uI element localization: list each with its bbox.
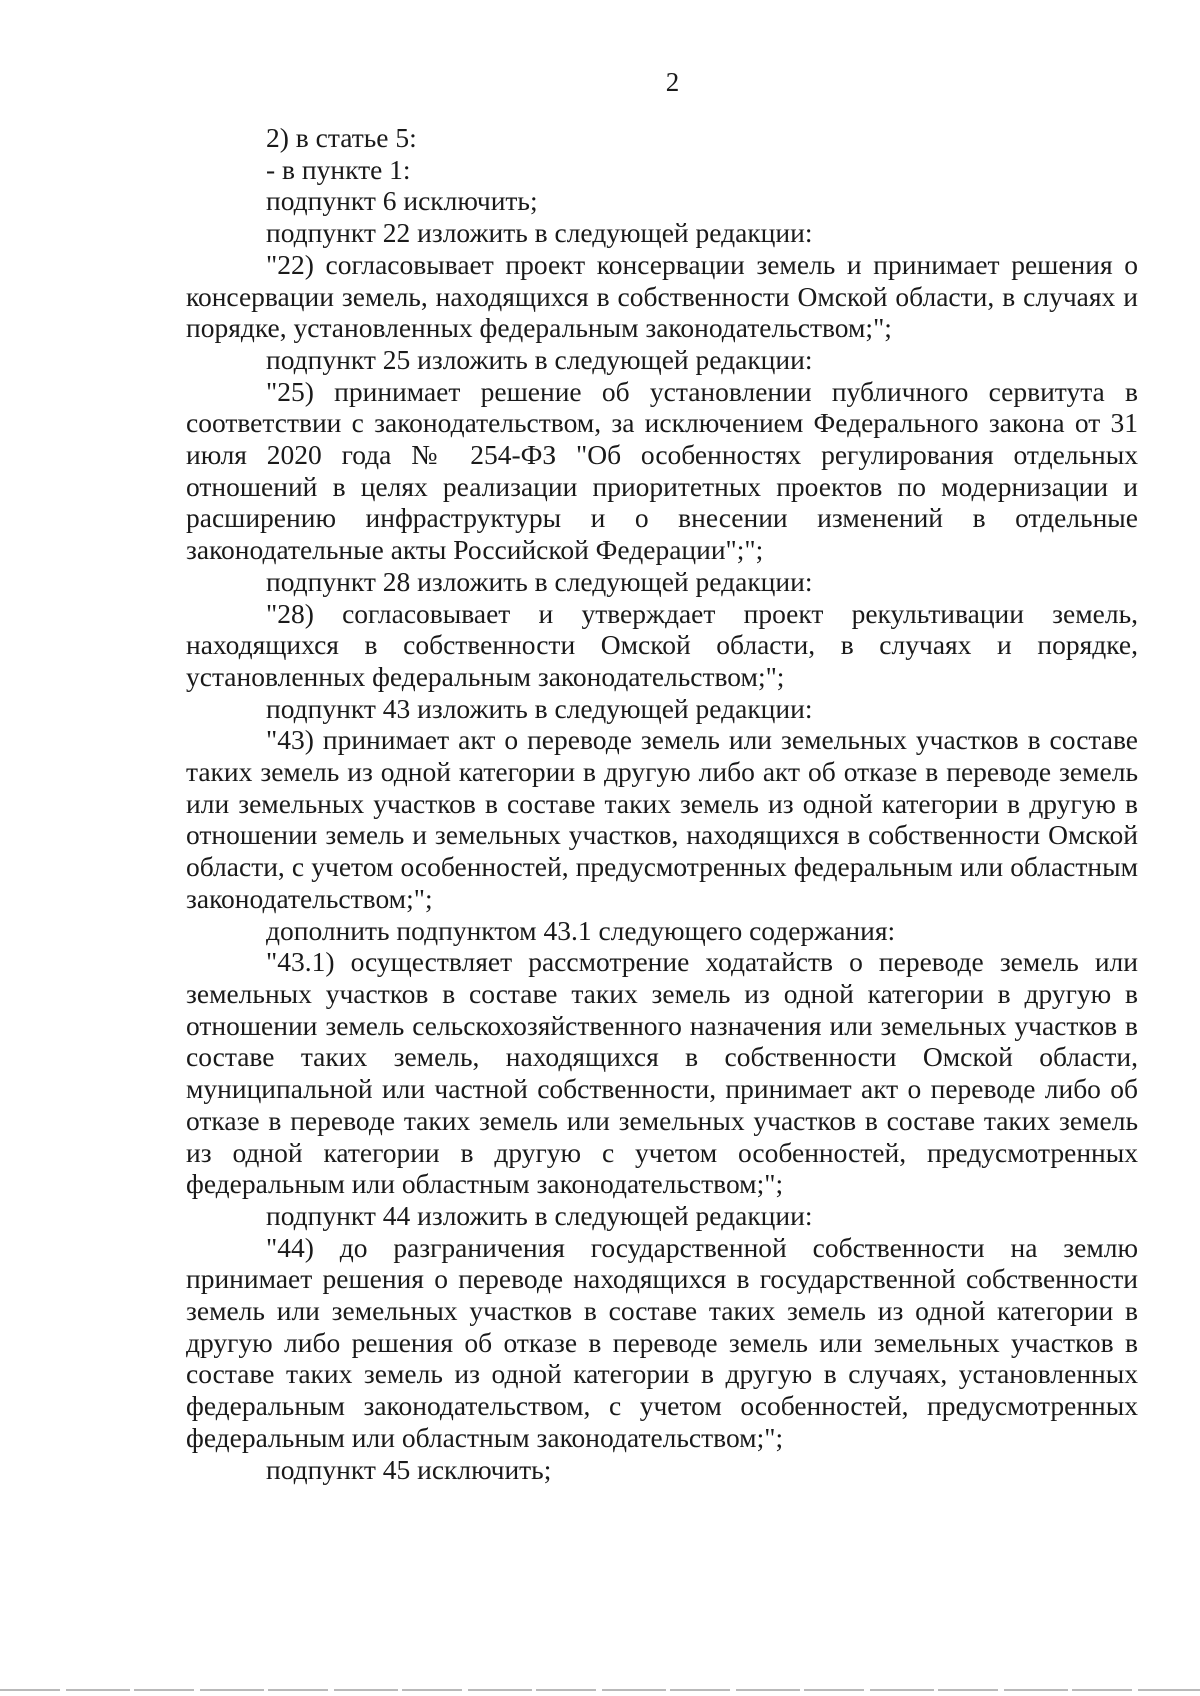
paragraph-subpoint-45-delete: подпункт 45 исключить; [266, 1453, 552, 1485]
document-body [186, 122, 1138, 1485]
paragraph-subpoint-43-1-intro: дополнить подпунктом 43.1 следующего содержания: [266, 914, 896, 946]
paragraph-subpoint-22-text: "22) согласовывает проект консервации земель и принимает решения о консервации земель, находящихся в собственности Омской области, в случаях и порядке, установленных федеральным законодательством;"; [186, 248, 1138, 344]
paragraph-point-1: - в пункте 1: [266, 153, 411, 185]
paragraph-subpoint-43-intro: подпункт 43 изложить в следующей редакции: [266, 692, 813, 724]
paragraph-subpoint-44-intro: подпункт 44 изложить в следующей редакции: [266, 1199, 813, 1231]
paragraph-subpoint-43-1-text: "43.1) осуществляет рассмотрение ходатайств о переводе земель или земельных участков в составе таких земель из одной категории в другую в отношении земель сельскохозяйственного назначения или земельных участков в составе таких земель, находящихся в собственности Омской области, муниципальной или частной собственности, принимает акт о переводе либо об отказе в переводе таких земель или земельных участков в составе таких земель из одной категории в другую с учетом особенностей, предусмотренных федеральным или областным законодательством;"; [186, 946, 1138, 1200]
paragraph-subpoint-43-text: "43) принимает акт о переводе земель или земельных участков в составе таких земель из одной категории в другую либо акт об отказе в переводе земель или земельных участков в составе таких земель из одной категории в другую в отношении земель и земельных участков, находящихся в собственности Омской области, с учетом особенностей, предусмотренных федеральным или областным законодательством;"; [186, 724, 1138, 914]
paragraph-subpoint-25-intro: подпункт 25 изложить в следующей редакции: [266, 343, 813, 375]
paragraph-subpoint-28-text: "28) согласовывает и утверждает проект рекультивации земель, находящихся в собственности Омской области, в случаях и порядке, установленных федеральным законодательством;"; [186, 597, 1138, 692]
paragraph-article-5: 2) в статье 5: [266, 122, 417, 153]
scan-bottom-edge [0, 1689, 1200, 1691]
paragraph-subpoint-28-intro: подпункт 28 изложить в следующей редакции: [266, 565, 813, 597]
paragraph-subpoint-6-delete: подпункт 6 исключить; [266, 185, 538, 217]
paragraph-subpoint-22-intro: подпункт 22 изложить в следующей редакции: [266, 217, 813, 249]
paragraph-subpoint-44-text: "44) до разграничения государственной собственности на землю принимает решения о переводе находящихся в государственной собственности земель или земельных участков в составе таких земель из одной категории в другую либо решения об отказе в переводе земель или земельных участков в составе таких земель из одной категории в другую в случаях, установленных федеральным законодательством, с учетом особенностей, предусмотренных федеральным или областным законодательством;"; [186, 1231, 1138, 1453]
page-number: 2 [665, 67, 680, 97]
paragraph-subpoint-25-text: "25) принимает решение об установлении публичного сервитута в соответствии с законодательством, за исключением Федерального закона от 31 июля 2020 года № 254-ФЗ "Об особенностях регулирования отдельных отношений в целях реализации приоритетных проектов по модернизации и расширению инфраструктуры и о внесении изменений в отдельные законодательные акты Российской Федерации";"; [186, 375, 1138, 566]
